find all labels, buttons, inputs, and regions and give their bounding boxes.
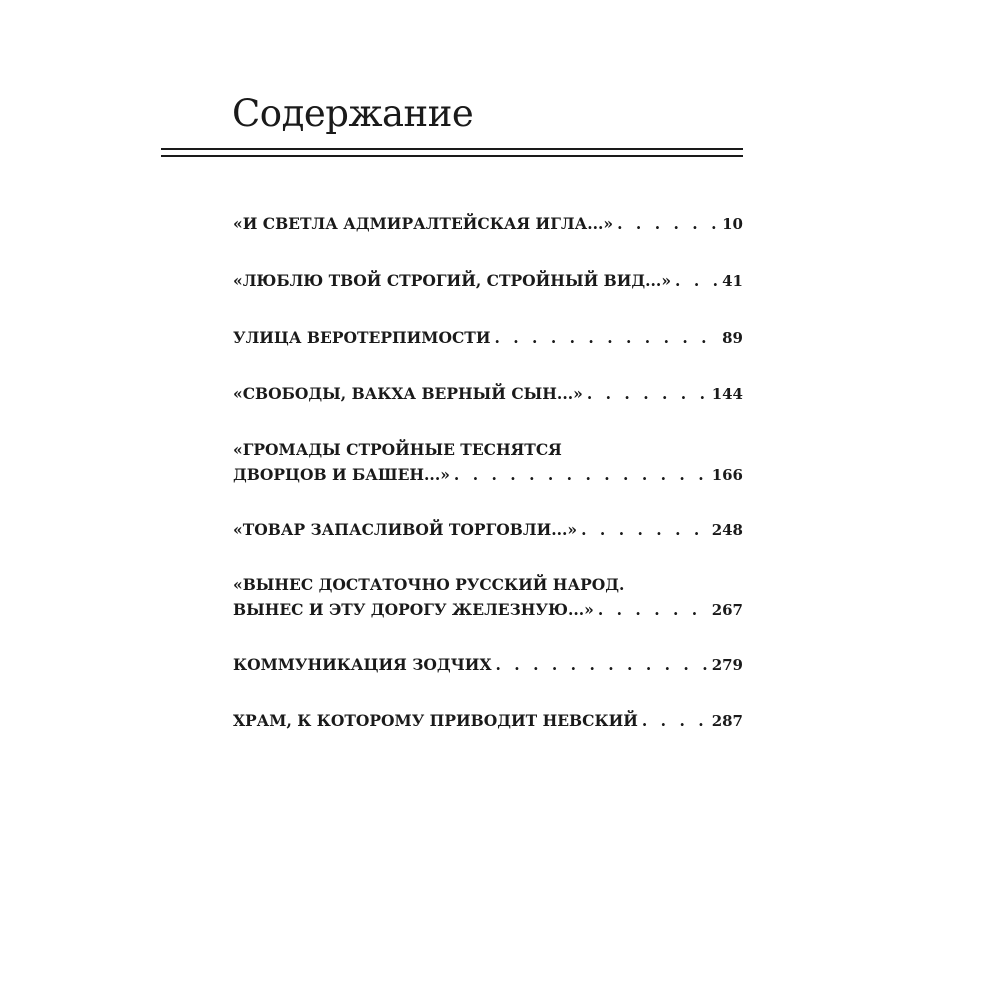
toc-entry-page: 41	[722, 272, 743, 290]
toc-entry-page: 267	[711, 601, 743, 619]
toc-entry[interactable]	[233, 708, 743, 734]
toc-entry-line	[233, 572, 743, 597]
toc-entry-page: 89	[722, 329, 743, 347]
page-title: Содержание	[232, 92, 474, 135]
toc-entry-line	[233, 652, 743, 678]
toc-entry-line	[233, 437, 743, 462]
title-rule-bottom	[161, 155, 743, 157]
toc-entry-title: «ВЫНЕС ДОСТАТОЧНО РУССКИЙ НАРОД.	[233, 575, 625, 594]
toc-entry-title: «И СВЕТЛА АДМИРАЛТЕЙСКАЯ ИГЛА...»	[233, 214, 614, 233]
title-rule-top	[161, 148, 743, 150]
toc-entry[interactable]	[233, 325, 743, 351]
toc-entry-title: ВЫНЕС И ЭТУ ДОРОГУ ЖЕЛЕЗНУЮ...»	[233, 600, 594, 619]
toc-entry-page: 279	[711, 656, 743, 674]
toc-entry-title: «ТОВАР ЗАПАСЛИВОЙ ТОРГОВЛИ...»	[233, 520, 578, 539]
toc-entry-title: ХРАМ, К КОТОРОМУ ПРИВОДИТ НЕВСКИЙ	[233, 711, 638, 730]
toc-entry-title: УЛИЦА ВЕРОТЕРПИМОСТИ	[233, 328, 491, 347]
dot-leader	[495, 652, 706, 677]
toc-entry-line	[233, 597, 743, 623]
toc-entry-title: «СВОБОДЫ, ВАКХА ВЕРНЫЙ СЫН...»	[233, 384, 583, 403]
toc-entry-title: ДВОРЦОВ И БАШЕН...»	[233, 465, 450, 484]
toc-entry-page: 248	[711, 521, 743, 539]
toc-entry[interactable]	[233, 211, 743, 237]
toc-entry-title: КОММУНИКАЦИЯ ЗОДЧИХ	[233, 655, 492, 674]
toc-entry-title: «ЛЮБЛЮ ТВОЙ СТРОГИЙ, СТРОЙНЫЙ ВИД...»	[233, 271, 672, 290]
dot-leader	[675, 268, 717, 293]
toc-entry-line	[233, 211, 743, 237]
toc-entry-title: «ГРОМАДЫ СТРОЙНЫЕ ТЕСНЯТСЯ	[233, 440, 562, 459]
toc-entry[interactable]	[233, 268, 743, 294]
toc-entry[interactable]	[233, 572, 743, 623]
dot-leader	[598, 597, 707, 622]
toc-entry-line	[233, 462, 743, 488]
dot-leader	[581, 517, 707, 542]
dot-leader	[454, 462, 707, 487]
toc-entry-page: 144	[711, 385, 743, 403]
toc-entry-line	[233, 381, 743, 407]
toc-entry[interactable]	[233, 437, 743, 488]
toc-entry-line	[233, 517, 743, 543]
toc-entry-page: 287	[711, 712, 743, 730]
dot-leader	[642, 708, 707, 733]
dot-leader	[617, 211, 717, 236]
toc-entry-line	[233, 268, 743, 294]
toc-entry-line	[233, 708, 743, 734]
dot-leader	[587, 381, 707, 406]
toc-entry[interactable]	[233, 517, 743, 543]
toc-entry[interactable]	[233, 652, 743, 678]
dot-leader	[494, 325, 717, 350]
toc-entry[interactable]	[233, 381, 743, 407]
toc-entry-page: 166	[711, 466, 743, 484]
toc-entry-line	[233, 325, 743, 351]
toc-entry-page: 10	[722, 215, 743, 233]
